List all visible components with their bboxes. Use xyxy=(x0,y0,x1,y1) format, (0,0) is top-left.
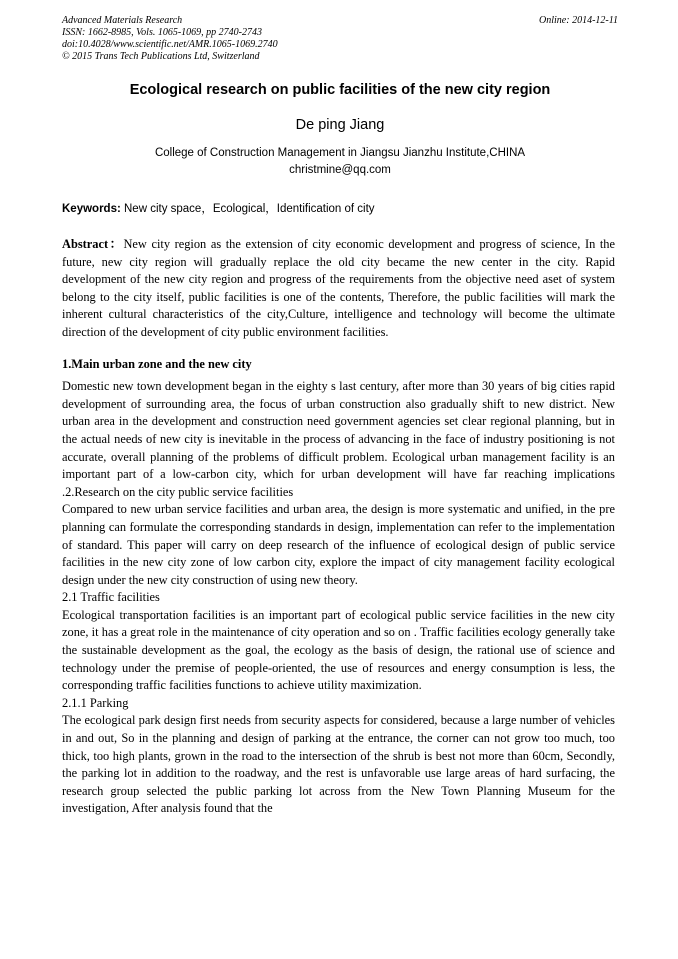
author-name: De ping Jiang xyxy=(295,117,385,133)
affiliation: College of Construction Management in Jiangsu Jianzhu Institute,CHINA xyxy=(154,147,526,159)
abstract-text: New city region as the extension of city economic development and progress of science, In the future, new city region will gradually replace the old city became the new center in the city. Rapid development of the new city region and progress of the requirements from the objective need aset of system belong to the city itself, public facilities is one of the contents, Therefore, the public facilities will mark the inherent cultural characteristics of the city,Culture, intelligence and technology will become the ultimate direction of the development of city public environment facilities. xyxy=(62,237,615,339)
abstract-label: Abstract： xyxy=(62,237,124,251)
journal-header xyxy=(62,15,618,63)
subsection-2-1-paragraph: Ecological transportation facilities is an important part of ecological public service facilities in the new city zone, it has a great role in the maintenance of city operation and so on . Traffic facilities ecology generally take the sustainable development as the goal, the ecology as the basis of design, the rational use of science and technology under the premise of people-oriented, the use of resources and energy consumption is less, the corresponding traffic facilities functions to achieve utility maximization. xyxy=(62,607,615,693)
paper-body xyxy=(62,236,615,818)
abstract xyxy=(62,236,615,342)
paper-title: Ecological research on public facilities of the new city region xyxy=(129,82,551,98)
journal-name: Advanced Materials Research xyxy=(62,15,183,26)
issn-line: ISSN: 1662-8985, Vols. 1065-1069, pp 2740-2743 xyxy=(62,27,262,38)
keywords-label: Keywords: xyxy=(62,203,121,215)
section-1-paragraph-1: Domestic new town development began in the eighty s last century, after more than 30 years of big cities rapid development of surrounding area, the focus of urban construction also gradually shift to new district. New urban area in the development and construction need government agencies set clear regional planning, but in the actual needs of new city is inevitable in the process of advancing in the face of industry positioning is not accurate, overall planning of the problems of difficult problem. Ecological urban management facility is an important part of a low-carbon city, which for urban development will have far reaching implications .2.Research on the city public service facilities xyxy=(62,379,615,499)
subsection-2-1-heading: 2.1 Traffic facilities xyxy=(62,590,160,605)
keywords-text: New city space，Ecological，Identification of city xyxy=(120,203,375,215)
affiliation-block xyxy=(62,145,618,179)
subsection-2-1-1-paragraph: The ecological park design first needs from security aspects for considered, because a large number of vehicles in and out, So in the planning and design of parking at the entrance, the corner can not grow too much, too thick, too high plants, grown in the road to the intersection of the shrub is best not more than 60cm, Secondly, the parking lot in addition to the roadway, and the rest is unfavorable use large areas of hard surfacing, the research group selected the public parking lot across from the New Town Planning Museum for the investigation, After analysis found that the xyxy=(62,713,615,816)
online-date: Online: 2014-12-11 xyxy=(539,15,618,26)
keywords xyxy=(62,200,618,216)
section-1-heading: 1.Main urban zone and the new city xyxy=(62,356,252,371)
doi-line: doi:10.4028/www.scientific.net/AMR.1065-1069.2740 xyxy=(62,39,278,50)
section-1-paragraph-2: Compared to new urban service facilities and urban area, the design is more systematic and unified, in the pre planning can formulate the corresponding standards in design, implementation can refer to the implementation of standard. This paper will carry on deep research of the influence of ecological design of public service facilities in the new city zone of low carbon city, explore the impact of city management facility ecological design under the new city construction of using new theory. xyxy=(62,502,615,587)
author-email: christmine@qq.com xyxy=(289,164,391,176)
copyright-line: © 2015 Trans Tech Publications Ltd, Switzerland xyxy=(62,51,260,62)
subsection-2-1-1-heading: 2.1.1 Parking xyxy=(62,695,129,710)
